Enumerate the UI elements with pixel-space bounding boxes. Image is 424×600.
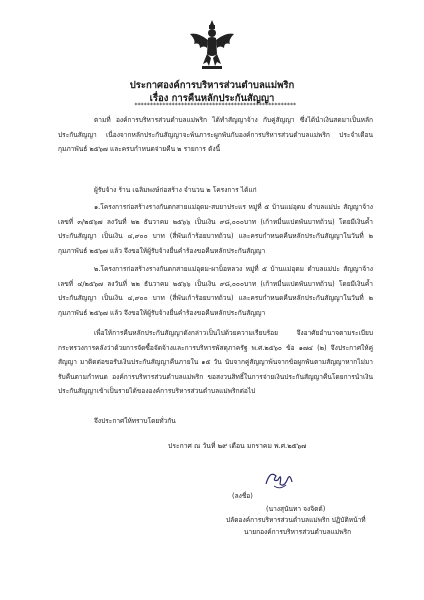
signatory-name: (นางสุนันทา จงจิตต์) (266, 505, 326, 513)
organization-title: ประกาศองค์การบริหารส่วนตำบลแม่พริก (129, 80, 295, 91)
garuda-emblem-icon (188, 18, 236, 70)
subject-title: เรื่อง การคืนหลักประกันสัญญา (149, 93, 275, 104)
signature-label: (ลงชื่อ) (232, 492, 253, 500)
intro-paragraph: ตามที่ องค์การบริหารส่วนตำบลแม่พริก ได้ทำสัญญาจ้าง กับคู่สัญญา ซึ่งได้นำเงินสดมาเป็นหลักประกันสัญญา เนื่องจากหลักประกันสัญญาจะพ้นภาระผูกพันกับองค์การบริหารส่วนตำบลแม่พริก ประจำเดือน กุมภาพันธ์ ๒๕๖๗ และครบกำหนดจ่ายคืน ๒ รายการ ดังนี้ (58, 116, 373, 154)
project-2-paragraph: ๒.โครงการก่อสร้างรางกันตกสายแม่อุดม-ผาบ็อหลวง หมู่ที่ ๕ บ้านแม่อุดม ตำบลแม่ปะ สัญญาจ้างเลขที่ ๔/๒๕๖๗ ลงวันที่ ๒๒ ธันวาคม ๒๕๖๖ เป็นเงิน ๙๘,๐๐๐บาท (เก้าหมื่นแปดพันบาทถ้วน) โดยมีเงินค้ำประกันสัญญา เป็นเงิน ๔,๙๐๐ บาท (สี่พันเก้าร้อยบาทถ้วน) และครบกำหนดคืนหลักประกันสัญญาในวันที่ ๒ กุมภาพันธ์ ๒๕๖๗ แล้ว จึงขอให้ผู้รับจ้างยื่นคำร้องขอคืนหลักประกันสัญญา (58, 265, 373, 317)
authority-paragraph: เพื่อให้การคืนหลักประกันสัญญาดังกล่าวเป็นไปด้วยความเรียบร้อย จึงอาศัยอำนาจตามระเบียบกระทรวงการคลังว่าด้วยการจัดซื้อจัดจ้างและการบริหารพัสดุภาครัฐ พ.ศ.๒๕๖๐ ข้อ ๑๗๔ (๒) จึงประกาศให้คู่สัญญา มาติดต่อขอรับเงินประกันสัญญาคืนภายใน ๑๕ วัน นับจากคู่สัญญาพ้นจากข้อผูกพันตามสัญญาหากไม่มารับคืนตามกำหนด องค์การบริหารส่วนตำบลแม่พริก ขอสงวนสิทธิ์ในการจ่ายเงินประกันสัญญาคืนโดยการนำเงินประกันสัญญาเข้าเป็นรายได้ขององค์การบริหารส่วนตำบลแม่พริกต่อไป (58, 329, 373, 396)
project-1-paragraph: ๑.โครงการก่อสร้างรางกันตกสายแม่อุดม-สบยาประแร หมู่ที่ ๕ บ้านแม่อุดม ตำบลแม่ปะ สัญญาจ้างเลขที่ ๓/๒๕๖๗ ลงวันที่ ๒๒ ธันวาคม ๒๕๖๖ เป็นเงิน ๙๘,๐๐๐บาท (เก้าหมื่นแปดพันบาทถ้วน) โดยมีเงินค้ำประกันสัญญา เป็นเงิน ๔,๙๐๐ บาท (สี่พันเก้าร้อยบาทถ้วน) และครบกำหนดคืนหลักประกันสัญญาในวันที่ ๒ กุมภาพันธ์ ๒๕๖๗ แล้ว จึงขอให้ผู้รับจ้างยื่นคำร้องขอคืนหลักประกันสัญญา (58, 203, 373, 255)
signatory-acting-position: นายกองค์การบริหารส่วนตำบลแม่พริก (244, 528, 352, 536)
signatory-position: ปลัดองค์การบริหารส่วนตำบลแม่พริก ปฏิบัติหน้าที่ (226, 516, 366, 524)
announcement-date: ประกาศ ณ วันที่ ๒๙ เดือน มกราคม พ.ศ.๒๕๖๗ (168, 442, 307, 450)
contractor-paragraph: ผู้รับจ้าง ร้าน เฉลิมพงษ์ก่อสร้าง จำนวน ๒ โครงการ ได้แก่ (94, 186, 257, 194)
closing-paragraph: จึงประกาศให้ทราบโดยทั่วกัน (94, 417, 176, 425)
separator-line: **************************************************** (134, 102, 296, 109)
handwritten-signature-icon (258, 466, 300, 492)
